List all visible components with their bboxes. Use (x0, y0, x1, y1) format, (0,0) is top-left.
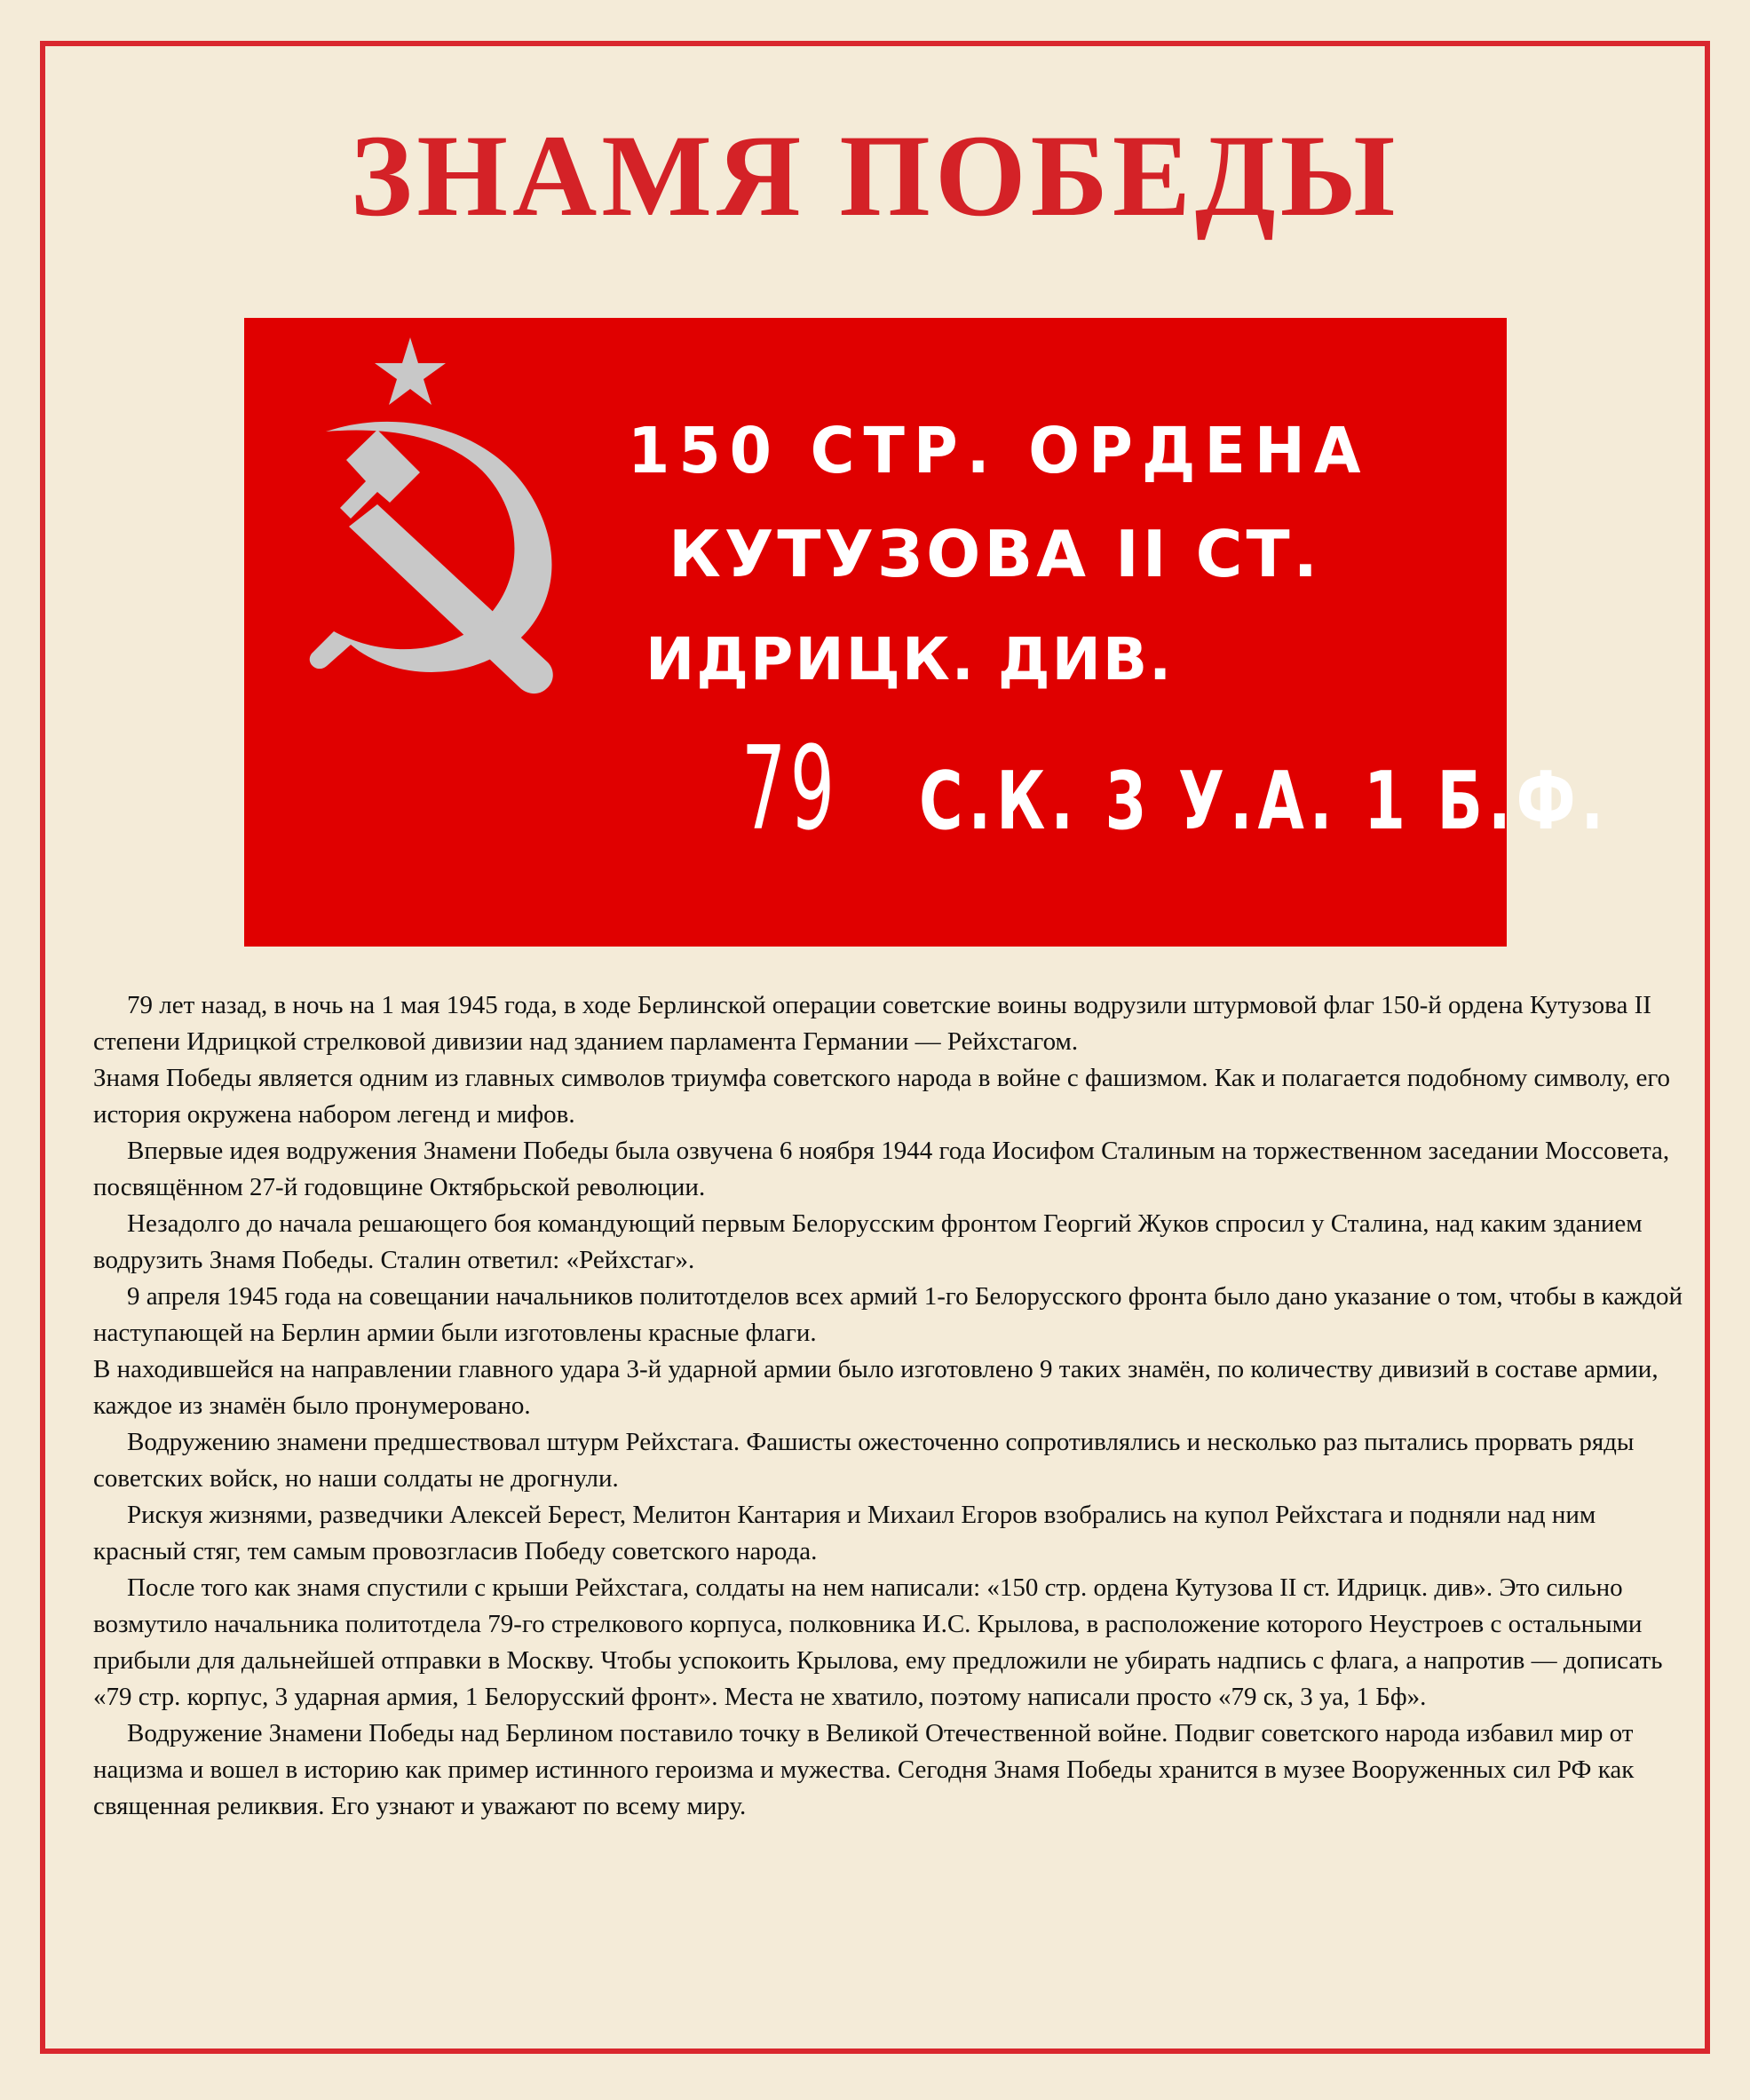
article-text (93, 987, 1687, 1825)
paragraph: После того как знамя спустили с крыши Рейхстага, солдаты на нем написали: «150 стр. ордена Кутузова II ст. Идрицк. див». Это сильно возмутило начальника политотдела 79-го стрелкового корпуса, полковника И.С. Крылова, в расположение которого Неустроев с остальными прибыли для дальнейшей отправки в Москву. Чтобы успокоить Крылова, ему предложили не убирать надпись с флага, а напротив — дописать «79 стр. корпус, 3 ударная армия, 1 Белорусский фронт». Места не хватило, поэтому написали просто «79 ск, 3 уа, 1 Бф». (93, 1573, 1663, 1711)
flag-inscription-line-3: ИДРИЦК. ДИВ. (645, 625, 1174, 693)
paragraph: Рискуя жизнями, разведчики Алексей Берест, Мелитон Кантария и Михаил Егоров взобрались на купол Рейхстага и подняли над ним красный стяг, тем самым провозгласив Победу советского народа. (93, 1501, 1596, 1565)
paragraph: 9 апреля 1945 года на совещании начальников политотделов всех армий 1-го Белорусского фронта было дано указание о том, чтобы в каждой наступающей на Берлин армии были изготовлены красные флаги. (93, 1282, 1683, 1347)
page-title: ЗНАМЯ ПОБЕДЫ (350, 110, 1400, 241)
paragraph: В находившейся на направлении главного удара 3-й ударной армии было изготовлено 9 таких знамён, по количеству дивизий в составе армии, каждое из знамён было пронумеровано. (93, 1355, 1659, 1420)
flag-inscription-line-4: С.К. 3 У.А. 1 Б.Ф. (919, 755, 1610, 848)
paragraph: Незадолго до начала решающего боя командующий первым Белорусским фронтом Георгий Жуков спросил у Сталина, над каким зданием водрузить Знамя Победы. Сталин ответил: «Рейхстаг». (93, 1209, 1643, 1274)
victory-banner-image (244, 318, 1610, 947)
flag-inscription-line-2: КУТУЗОВА II СТ. (669, 517, 1321, 591)
paragraph: Впервые идея водружения Знамени Победы была озвучена 6 ноября 1944 года Иосифом Сталиным на торжественном заседании Моссовета, посвящённом 27-й годовщине Октябрьской революции. (93, 1137, 1670, 1201)
flag-inscription-line-1: 150 СТР. ОРДЕНА (628, 414, 1370, 488)
paragraph: Водружению знамени предшествовал штурм Рейхстага. Фашисты ожесточенно сопротивлялись и несколько раз пытались прорвать ряды советских войск, но наши солдаты не дрогнули. (93, 1428, 1635, 1493)
flag-inscription-number: 79 (741, 721, 839, 856)
paragraph: Знамя Победы является одним из главных символов триумфа советского народа в войне с фашизмом. Как и полагается подобному символу, его история окружена набором легенд и мифов. (93, 1064, 1671, 1129)
paragraph: 79 лет назад, в ночь на 1 мая 1945 года, в ходе Берлинской операции советские воины водрузили штурмовой флаг 150-й ордена Кутузова II степени Идрицкой стрелковой дивизии над зданием парламента Германии — Рейхстагом. (93, 991, 1651, 1056)
paragraph: Водружение Знамени Победы над Берлином поставило точку в Великой Отечественной войне. Подвиг советского народа избавил мир от нацизма и вошел в историю как пример истинного героизма и мужества. Сегодня Знамя Победы хранится в музее Вооруженных сил РФ как священная реликвия. Его узнают и уважают по всему миру. (93, 1719, 1635, 1820)
